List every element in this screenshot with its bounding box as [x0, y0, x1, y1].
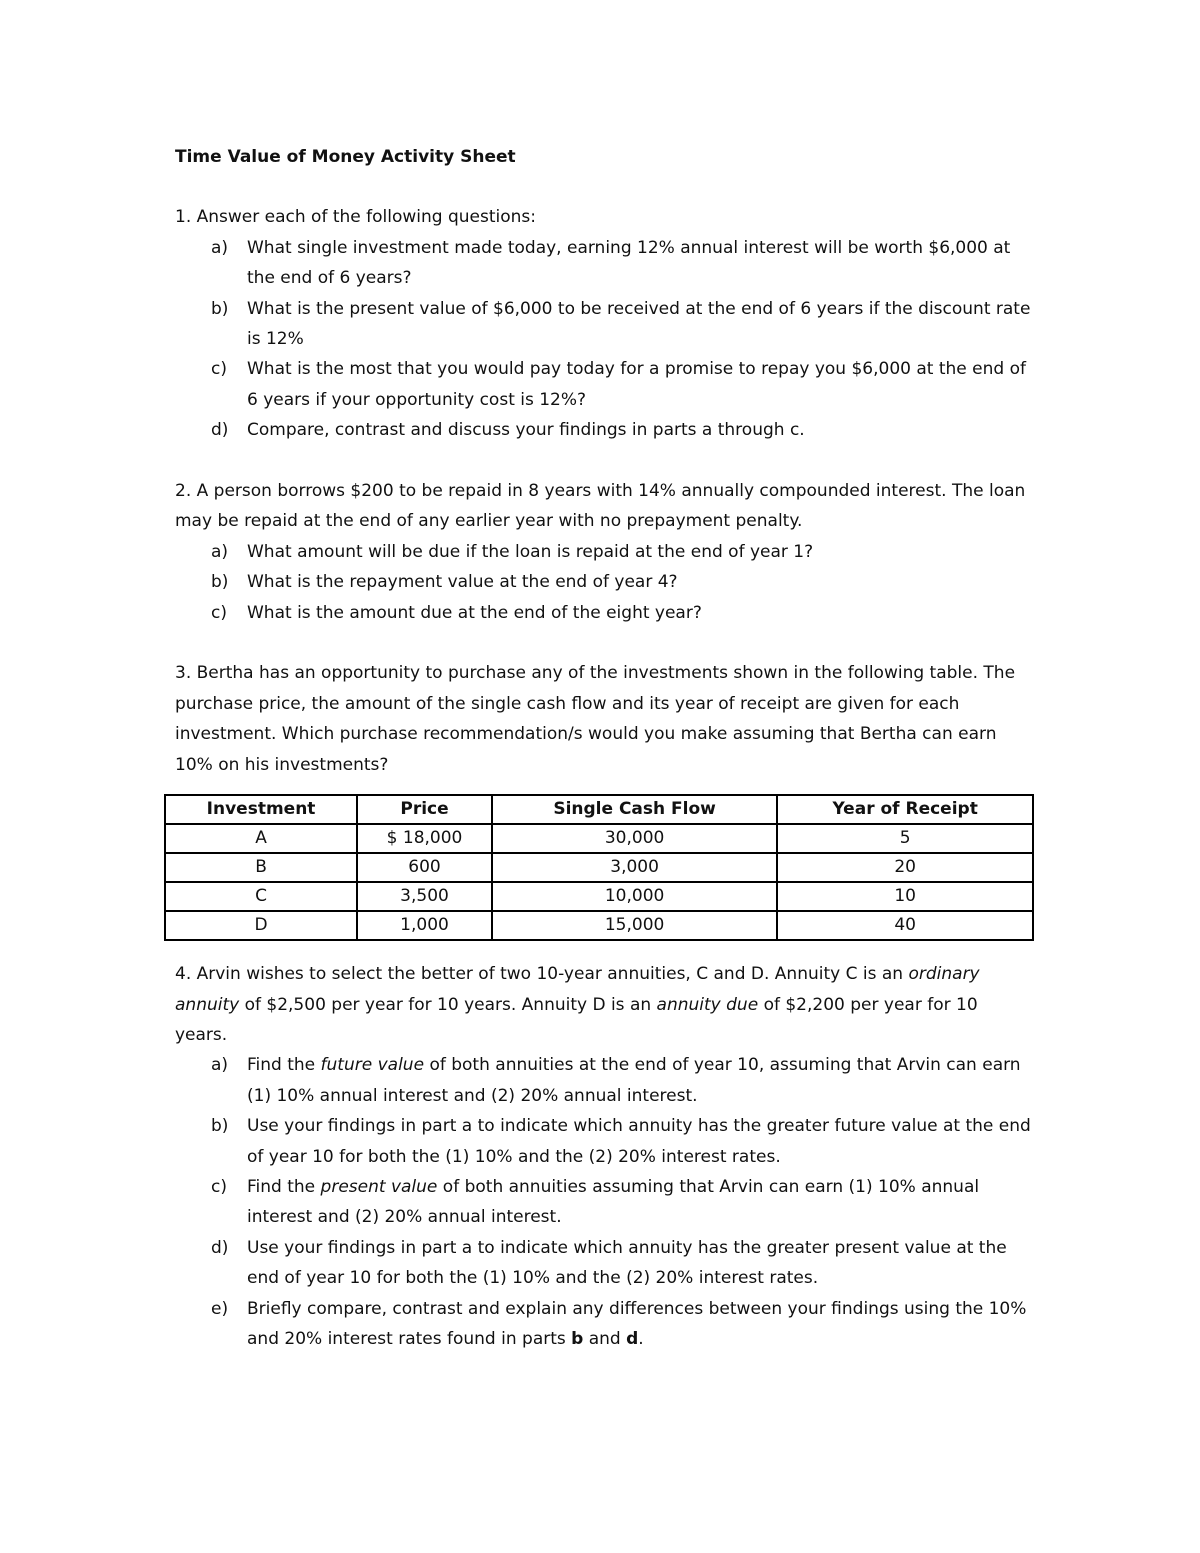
- question-2-list: [175, 537, 1035, 628]
- item-marker: b): [211, 1116, 229, 1137]
- item-text: Use your findings in part a to indicate which annuity has the greater present value at the end of year 10 for both the (1) 10% and the (2) 20% interest rates.: [247, 1237, 1007, 1289]
- list-item: [211, 233, 1035, 294]
- table-cell: 600: [357, 853, 492, 882]
- item-marker: d): [211, 1237, 229, 1258]
- table-row: [165, 911, 1033, 940]
- question-4-list: [175, 1050, 1035, 1354]
- list-item: [211, 537, 1035, 567]
- document-page: [175, 142, 1035, 1354]
- item-text: Use your findings in part a to indicate which annuity has the greater future value at the end of year 10 for both the (1) 10% and the (2) 20% interest rates.: [247, 1116, 1031, 1167]
- item-bold: d: [626, 1328, 639, 1349]
- item-marker: b): [211, 298, 229, 319]
- item-text: Find the: [247, 1055, 321, 1076]
- intro-text: of $2,200 per year for 10 years.: [175, 994, 978, 1045]
- item-marker: d): [211, 420, 229, 441]
- item-marker: c): [211, 602, 227, 623]
- item-text: Compare, contrast and discuss your findings in parts a through c.: [247, 420, 805, 441]
- list-item: [211, 294, 1035, 355]
- table-cell: 3,500: [357, 882, 492, 911]
- table-cell: 5: [777, 824, 1033, 853]
- table-cell: 15,000: [492, 911, 777, 940]
- item-text: What amount will be due if the loan is repaid at the end of year 1?: [247, 541, 814, 562]
- column-header: Price: [357, 795, 492, 824]
- item-marker: a): [211, 541, 229, 562]
- item-marker: c): [211, 359, 227, 380]
- column-header: Single Cash Flow: [492, 795, 777, 824]
- item-text: and: [583, 1328, 627, 1349]
- item-text: What is the repayment value at the end of year 4?: [247, 572, 678, 593]
- question-4-intro: [175, 959, 1035, 1050]
- item-marker: a): [211, 237, 229, 258]
- question-1-intro: 1. Answer each of the following questions:: [175, 207, 536, 228]
- table-row: [165, 824, 1033, 853]
- column-header: Investment: [165, 795, 357, 824]
- intro-text: of $2,500 per year for 10 years. Annuity D is an: [239, 994, 657, 1015]
- table-cell: A: [165, 824, 357, 853]
- intro-text: 4. Arvin wishes to select the better of two 10-year annuities, C and D. Annuity C is an: [175, 964, 909, 985]
- table-cell: 1,000: [357, 911, 492, 940]
- column-header: Year of Receipt: [777, 795, 1033, 824]
- item-bold: b: [571, 1328, 584, 1349]
- table-cell: 3,000: [492, 853, 777, 882]
- investments-table: [164, 794, 1034, 941]
- list-item: [211, 1172, 1035, 1233]
- table-cell: 20: [777, 853, 1033, 882]
- table-row: [165, 853, 1033, 882]
- item-marker: e): [211, 1298, 229, 1319]
- list-item: [211, 598, 1035, 628]
- question-2-intro: 2. A person borrows $200 to be repaid in 8 years with 14% annually compounded interest. The loan may be repaid at the end of any earlier year with no prepayment penalty.: [175, 481, 1026, 532]
- item-text: .: [638, 1328, 644, 1349]
- table-cell: B: [165, 853, 357, 882]
- list-item: [211, 1233, 1035, 1294]
- item-emphasis: future value: [320, 1055, 425, 1076]
- item-marker: a): [211, 1055, 229, 1076]
- table-cell: 40: [777, 911, 1033, 940]
- list-item: [211, 1050, 1035, 1111]
- table-cell: $ 18,000: [357, 824, 492, 853]
- intro-emphasis: ordinary annuity: [175, 964, 980, 1015]
- spacer: [175, 446, 1035, 476]
- item-text: Find the: [247, 1176, 321, 1197]
- item-marker: b): [211, 572, 229, 593]
- item-text: What is the present value of $6,000 to be received at the end of 6 years if the discount rate is 12%: [247, 298, 1031, 350]
- table-cell: D: [165, 911, 357, 940]
- question-3-intro: 3. Bertha has an opportunity to purchase any of the investments shown in the following table. The purchase price, the amount of the single cash flow and its year of receipt are given for each investment. Which purchase recommendation/s would you make assuming that Bertha can earn 10% on his investments?: [175, 663, 1016, 775]
- item-text: What single investment made today, earning 12% annual interest will be worth $6,000 at the end of 6 years?: [247, 237, 1011, 289]
- item-text: Briefly compare, contrast and explain any differences between your findings using the 10% and 20% interest rates found in parts: [247, 1298, 1027, 1349]
- spacer: [175, 628, 1035, 658]
- item-text: What is the most that you would pay today for a promise to repay you $6,000 at the end of 6 years if your opportunity cost is 12%?: [247, 359, 1026, 410]
- page-title: Time Value of Money Activity Sheet: [175, 147, 516, 167]
- list-item: [211, 1294, 1035, 1355]
- item-text: of both annuities at the end of year 10, assuming that Arvin can earn (1) 10% annual interest and (2) 20% annual interest.: [247, 1055, 1021, 1106]
- item-emphasis: present value: [320, 1176, 438, 1197]
- table-cell: C: [165, 882, 357, 911]
- table-cell: 10,000: [492, 882, 777, 911]
- intro-emphasis: annuity due: [656, 994, 759, 1015]
- item-text: of both annuities assuming that Arvin can earn (1) 10% annual interest and (2) 20% annual interest.: [247, 1176, 980, 1228]
- list-item: [211, 354, 1035, 415]
- table-row: [165, 882, 1033, 911]
- list-item: [211, 567, 1035, 597]
- item-text: What is the amount due at the end of the eight year?: [247, 602, 702, 623]
- list-item: [211, 1111, 1035, 1172]
- question-1-list: [175, 233, 1035, 446]
- table-cell: 10: [777, 882, 1033, 911]
- list-item: [211, 415, 1035, 445]
- table-header-row: [165, 795, 1033, 824]
- table-cell: 30,000: [492, 824, 777, 853]
- item-marker: c): [211, 1176, 227, 1197]
